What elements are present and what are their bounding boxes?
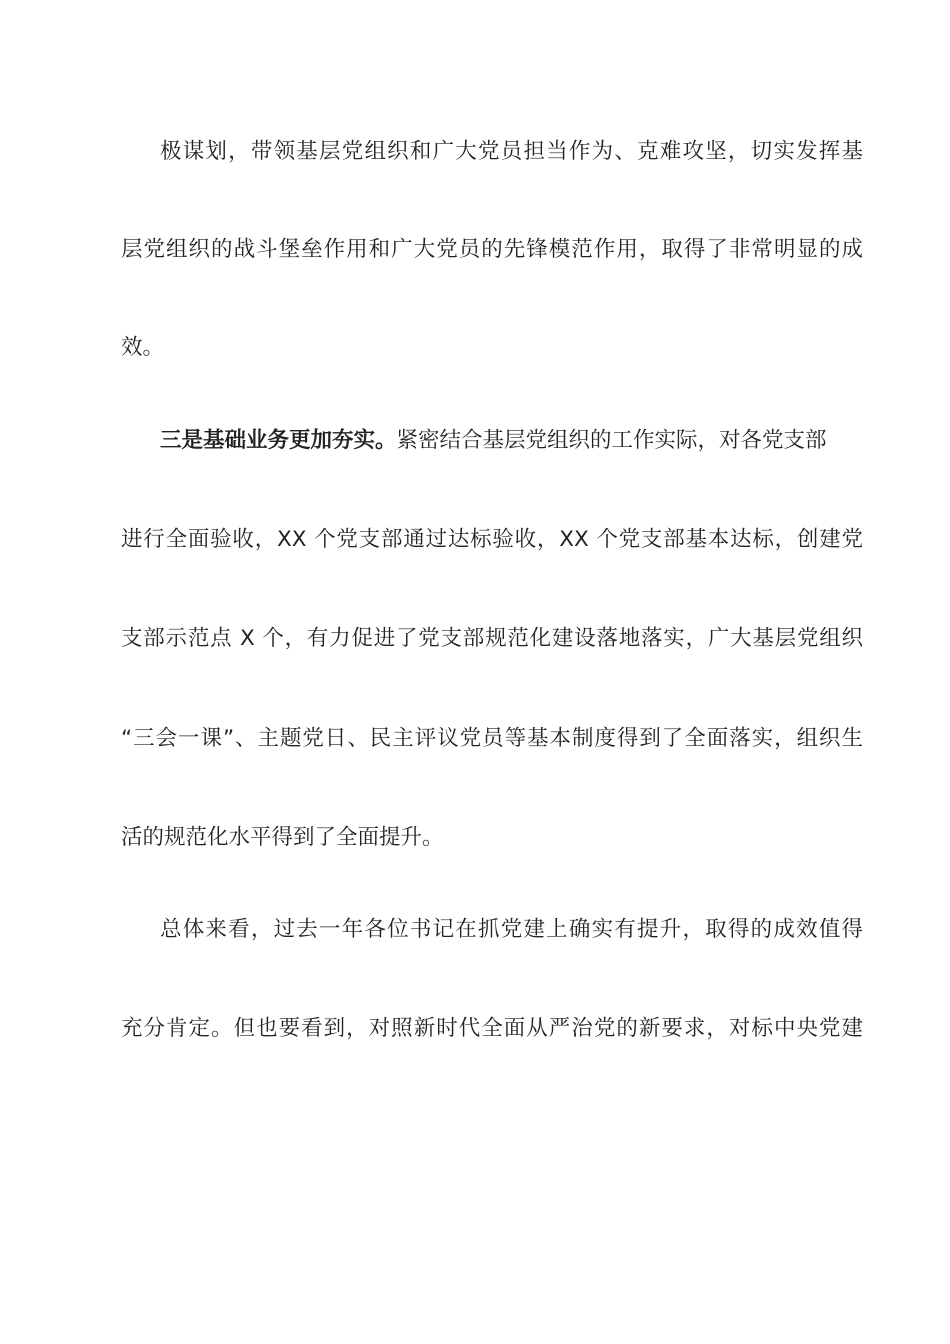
- paragraph-1-line-1: 极谋划，带领基层党组织和广大党员担当作为、克难攻坚，切实发挥基: [160, 139, 863, 164]
- paragraph-2-line-3: 支部示范点 X 个，有力促进了党支部规范化建设落地落实，广大基层党组织: [121, 626, 863, 651]
- paragraph-2-line-4: “三会一课”、主题党日、民主评议党员等基本制度得到了全面落实，组织生: [121, 726, 863, 751]
- paragraph-2-line-5: 活的规范化水平得到了全面提升。: [121, 825, 444, 850]
- paragraph-2-line-1: [160, 421, 863, 461]
- paragraph-1-line-2: 层党组织的战斗堡垒作用和广大党员的先锋模范作用，取得了非常明显的成: [121, 237, 863, 262]
- paragraph-2-heading: 三是基础业务更加夯实。: [160, 428, 397, 453]
- paragraph-1-line-3: 效。: [121, 335, 165, 360]
- paragraph-2-line-2: 进行全面验收，XX 个党支部通过达标验收，XX 个党支部基本达标，创建党: [121, 527, 863, 552]
- paragraph-3-line-2: 充分肯定。但也要看到，对照新时代全面从严治党的新要求，对标中央党建: [121, 1016, 863, 1041]
- paragraph-2-line-1-text: 紧密结合基层党组织的工作实际，对各党支部: [396, 428, 827, 453]
- paragraph-3-line-1: 总体来看，过去一年各位书记在抓党建上确实有提升，取得的成效值得: [160, 917, 863, 942]
